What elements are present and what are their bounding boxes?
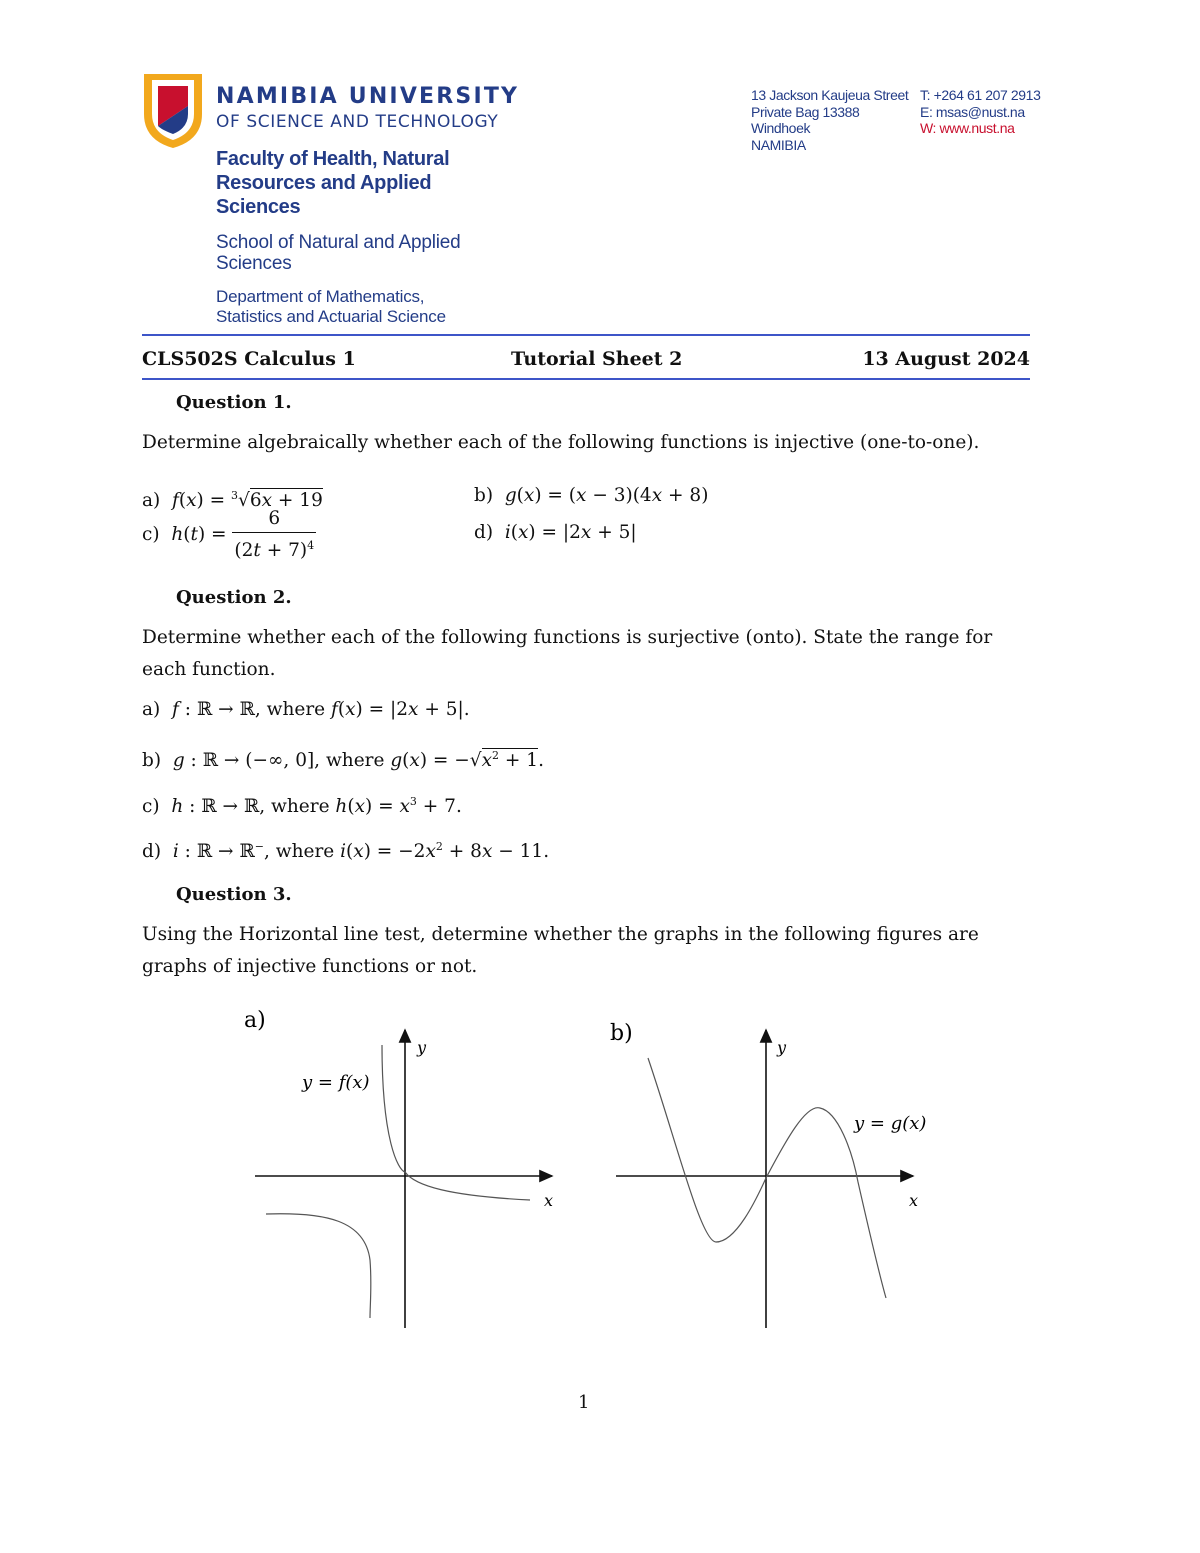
q1-item-a: a) f(x) = $^3$√6x + 19 [142, 489, 323, 512]
graph-a [230, 1000, 570, 1335]
sheet-title: Tutorial Sheet 2 [511, 348, 683, 370]
graph-a-curve-left [266, 1214, 371, 1318]
question-2-prompt: Determine whether each of the following functions is surjective (onto). State the range for each function. [142, 627, 993, 680]
graph-a-curve-label: y = f(x) [302, 1072, 370, 1093]
graph-b-curve [648, 1058, 886, 1298]
course-code: CLS502S Calculus 1 [142, 348, 356, 370]
sheet-date: 13 August 2024 [862, 348, 1030, 370]
university-name: NAMIBIA UNIVERSITY [216, 84, 520, 109]
graph-b-label: b) [610, 1021, 633, 1046]
question-2-title: Question 2. [176, 587, 292, 608]
nust-logo [140, 70, 206, 150]
q1-item-c: c) h(t) = $\frac{6}{(2t + 7)^4}$ [142, 508, 315, 562]
postal-address: 13 Jackson Kaujeua Street Private Bag 13388 Windhoek NAMIBIA [751, 87, 909, 153]
q2-item-d: d) i : ℝ → ℝ−, where $i(x) = -2x^2 + 8x - 11$. [142, 840, 550, 863]
question-3-prompt: Using the Horizontal line test, determine whether the graphs in the following figures are graphs of injective functions or not. [142, 924, 979, 977]
page-number: 1 [578, 1392, 590, 1413]
school-name: School of Natural and Applied Sciences [216, 232, 461, 274]
question-3-title: Question 3. [176, 884, 292, 905]
question-1-prompt: Determine algebraically whether each of the following functions is injective (one-to-one). [142, 432, 980, 453]
q1-item-b: b) g(x) = (x − 3)(4x + 8) [474, 485, 709, 506]
graph-a-x-label: x [544, 1191, 554, 1210]
q2-item-b: b) g : ℝ → (−∞, 0], where $g(x) = -√x^2 + 1$. [142, 749, 544, 772]
department-name: Department of Mathematics, Statistics and Actuarial Science [216, 287, 446, 326]
q1-item-d: d) i(x) = |2x + 5| [474, 522, 637, 543]
graph-b-curve-label: y = g(x) [854, 1113, 927, 1134]
graph-b-y-label: y [777, 1038, 787, 1057]
question-1-title: Question 1. [176, 392, 292, 413]
graph-b [596, 1000, 936, 1335]
bottom-rule [142, 378, 1030, 380]
university-subtitle: OF SCIENCE AND TECHNOLOGY [216, 112, 499, 132]
email-address: E: msas@nust.na [920, 103, 1025, 120]
graph-a-y-label: y [417, 1038, 427, 1057]
q2-item-a: a) f : ℝ → ℝ, where f(x) = |2x + 5|. [142, 699, 470, 720]
graph-a-label: a) [244, 1008, 266, 1033]
contact-details [920, 87, 1040, 137]
website-link[interactable]: W: www.nust.na [920, 120, 1015, 136]
phone-number: T: +264 61 207 2913 [920, 87, 1041, 103]
faculty-name: Faculty of Health, Natural Resources and Applied Sciences [216, 148, 450, 218]
q2-item-c: c) h : ℝ → ℝ, where $h(x) = x^3 + 7$. [142, 795, 462, 818]
graph-b-x-label: x [909, 1191, 919, 1210]
top-rule [142, 334, 1030, 336]
